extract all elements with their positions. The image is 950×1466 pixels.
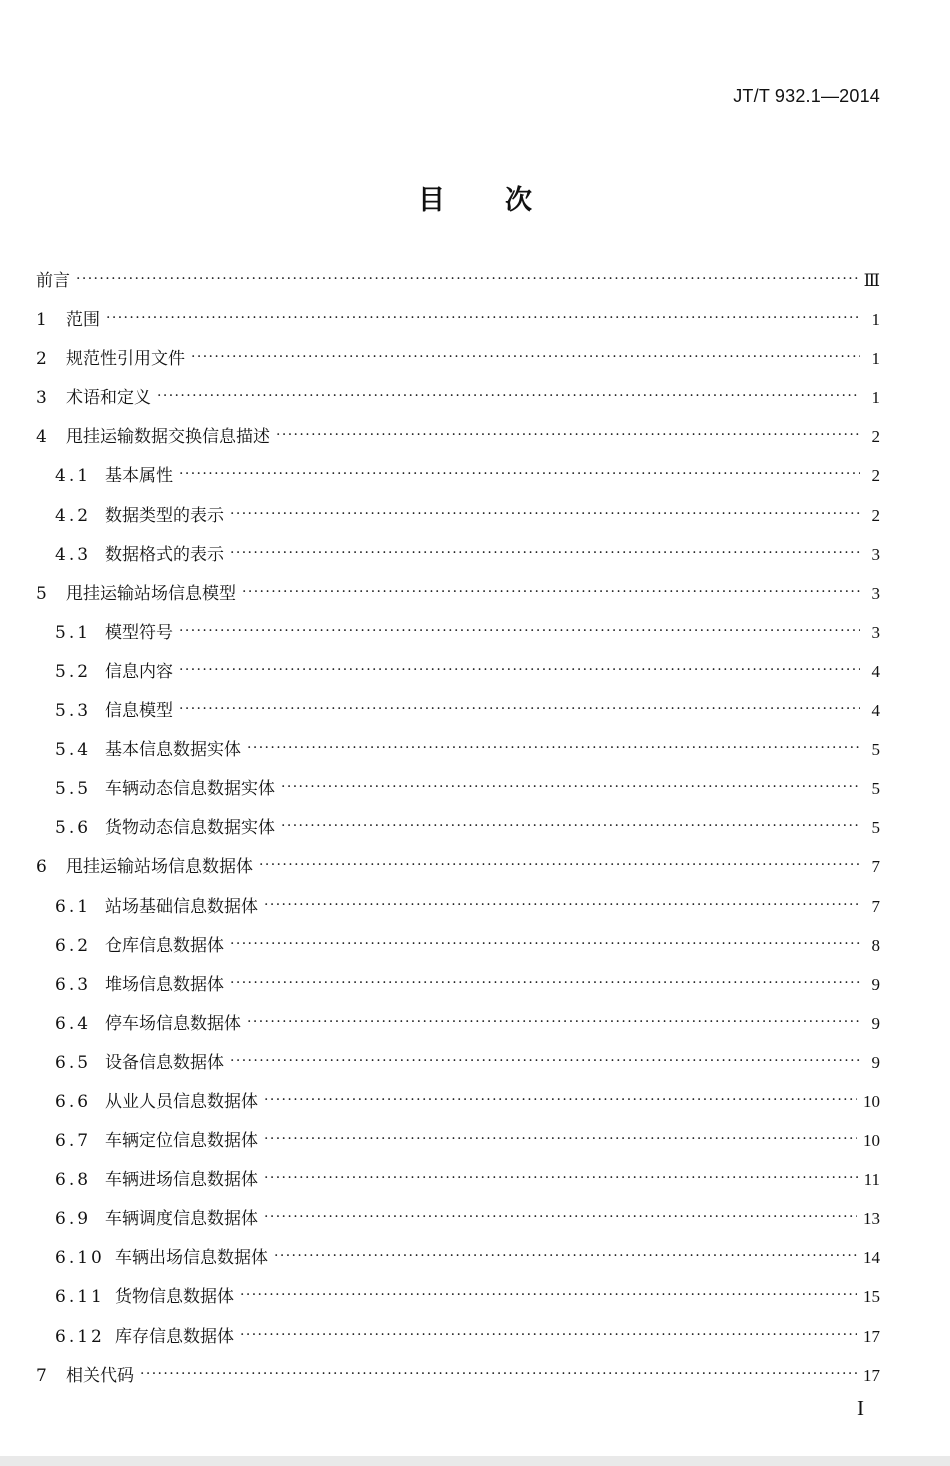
toc-entry-page: 3: [871, 622, 880, 642]
toc-entry-page: 4: [871, 661, 880, 681]
toc-entry-title: 甩挂运输站场信息模型: [66, 583, 236, 604]
toc-entry-number: 4.2: [55, 505, 92, 526]
toc-entry-title: 甩挂运输站场信息数据体: [66, 857, 253, 878]
toc-entry[interactable]: [36, 422, 880, 461]
toc-entry-title: 车辆出场信息数据体: [115, 1248, 268, 1269]
toc-entry-number: 4.1: [55, 466, 92, 487]
toc-entry-number: 6.11: [55, 1287, 105, 1308]
toc-entry-title: 数据类型的表示: [105, 505, 224, 526]
toc-entry-title: 范围: [66, 310, 100, 331]
toc-entry-title: 货物动态信息数据实体: [105, 818, 275, 839]
toc-entry[interactable]: [36, 1361, 880, 1400]
toc-entry[interactable]: [36, 305, 880, 344]
toc-entry-title: 车辆进场信息数据体: [105, 1170, 258, 1191]
toc-entry-page: 14: [863, 1248, 880, 1268]
toc-entry-page: 13: [863, 1209, 880, 1229]
toc-entry[interactable]: [36, 852, 880, 891]
page-title: 目次: [418, 185, 592, 216]
toc-entry-title: 仓库信息数据体: [105, 935, 224, 956]
toc-entry[interactable]: [36, 1282, 880, 1321]
dot-leader: [157, 388, 860, 404]
toc-entry[interactable]: [36, 657, 880, 696]
toc-entry[interactable]: [36, 931, 880, 970]
dot-leader: [264, 1170, 858, 1186]
toc-entry-title: 车辆定位信息数据体: [105, 1131, 258, 1152]
toc-entry[interactable]: [36, 266, 880, 305]
toc-entry-number: 1: [36, 310, 48, 331]
dot-leader: [247, 740, 860, 756]
dot-leader: [264, 1131, 857, 1147]
toc-entry-title: 甩挂运输数据交换信息描述: [66, 427, 270, 448]
toc-entry-page: 17: [863, 1326, 880, 1346]
toc-entry-title: 规范性引用文件: [66, 349, 185, 370]
toc-entry-number: 6: [36, 857, 48, 878]
toc-entry[interactable]: [36, 618, 880, 657]
toc-entry[interactable]: [36, 892, 880, 931]
toc-entry-page: 15: [863, 1287, 880, 1307]
toc-entry-page: 1: [871, 310, 880, 330]
toc-entry-number: 4: [36, 427, 48, 448]
dot-leader: [240, 1327, 857, 1343]
toc-entry-page: 9: [871, 1052, 880, 1072]
toc-entry[interactable]: [36, 1243, 880, 1282]
dot-leader: [179, 662, 860, 678]
dot-leader: [242, 584, 860, 600]
toc-entry-title: 车辆调度信息数据体: [105, 1209, 258, 1230]
standard-code: JT/T 932.1—2014: [733, 86, 880, 106]
toc-entry-number: 5.5: [55, 779, 92, 800]
toc-entry-number: 7: [36, 1365, 48, 1386]
toc-entry-title: 模型符号: [105, 622, 173, 643]
page-number: I: [857, 1396, 864, 1420]
toc-entry-page: 4: [871, 701, 880, 721]
toc-entry-page: 9: [871, 1013, 880, 1033]
toc-entry[interactable]: [36, 1126, 880, 1165]
toc-entry-number: 3: [36, 388, 48, 409]
toc-entry-number: 5.3: [55, 701, 92, 722]
toc-entry-number: 2: [36, 349, 48, 370]
toc-entry-number: 5.1: [55, 622, 92, 643]
dot-leader: [179, 623, 860, 639]
dot-leader: [230, 936, 860, 952]
toc-entry-title: 车辆动态信息数据实体: [105, 779, 275, 800]
toc-entry[interactable]: [36, 696, 880, 735]
toc-entry-number: 6.1: [55, 896, 92, 917]
toc-entry-title: 货物信息数据体: [115, 1287, 234, 1308]
toc-entry-title: 停车场信息数据体: [105, 1013, 241, 1034]
dot-leader: [179, 466, 860, 482]
toc-entry[interactable]: [36, 970, 880, 1009]
dot-leader: [230, 1053, 860, 1069]
toc-entry-title: 站场基础信息数据体: [105, 896, 258, 917]
toc-entry-number: 6.10: [55, 1248, 105, 1269]
toc-entry-number: 6.7: [55, 1131, 92, 1152]
toc-entry[interactable]: [36, 344, 880, 383]
toc-entry-page: Ⅲ: [863, 271, 880, 290]
dot-leader: [264, 1092, 857, 1108]
dot-leader: [106, 310, 860, 326]
toc-entry-title: 相关代码: [66, 1365, 134, 1386]
toc-entry-number: 6.2: [55, 935, 92, 956]
toc-entry-title: 信息模型: [105, 701, 173, 722]
dot-leader: [276, 427, 860, 443]
toc-entry[interactable]: [36, 1087, 880, 1126]
toc-entry[interactable]: [36, 540, 880, 579]
dot-leader: [179, 701, 860, 717]
toc-entry-page: 3: [871, 583, 880, 603]
toc-entry-number: 6.9: [55, 1209, 92, 1230]
dot-leader: [191, 349, 860, 365]
dot-leader: [281, 779, 860, 795]
toc-entry-number: 5.4: [55, 740, 92, 761]
toc-entry-title: 基本属性: [105, 466, 173, 487]
toc-entry-title: 术语和定义: [66, 388, 151, 409]
toc-entry[interactable]: [36, 735, 880, 774]
toc-entry[interactable]: [36, 501, 880, 540]
toc-entry-title: 库存信息数据体: [115, 1326, 234, 1347]
dot-leader: [230, 545, 860, 561]
toc-entry-page: 1: [871, 388, 880, 408]
toc-entry-page: 2: [871, 466, 880, 486]
toc-entry-title: 设备信息数据体: [105, 1052, 224, 1073]
toc-entry-page: 2: [871, 505, 880, 525]
toc-entry-number: 6.4: [55, 1013, 92, 1034]
toc-entry-page: 1: [871, 349, 880, 369]
toc-entry-page: 5: [871, 818, 880, 838]
toc-entry-number: 5: [36, 583, 48, 604]
toc-entry-page: 7: [871, 857, 880, 877]
toc-entry-page: 17: [863, 1365, 880, 1385]
dot-leader: [281, 818, 860, 834]
dot-leader: [274, 1248, 857, 1264]
toc-entry-number: 5.6: [55, 818, 92, 839]
toc-entry-page: 9: [871, 974, 880, 994]
toc-entry-title: 堆场信息数据体: [105, 974, 224, 995]
dot-leader: [259, 857, 860, 873]
dot-leader: [230, 975, 860, 991]
toc-entry-title: 前言: [36, 271, 70, 291]
toc-entry-number: 6.3: [55, 974, 92, 995]
toc-entry-page: 5: [871, 740, 880, 760]
toc-entry-number: 4.3: [55, 544, 92, 565]
dot-leader: [264, 897, 860, 913]
toc-entry-number: 5.2: [55, 661, 92, 682]
toc-entry-title: 基本信息数据实体: [105, 740, 241, 761]
toc-entry-title: 数据格式的表示: [105, 544, 224, 565]
toc-entry[interactable]: [36, 461, 880, 500]
dot-leader: [140, 1366, 857, 1382]
dot-leader: [264, 1209, 857, 1225]
toc-entry-page: 8: [871, 935, 880, 955]
dot-leader: [240, 1287, 857, 1303]
table-of-contents: [36, 266, 880, 1400]
toc-entry-page: 3: [871, 544, 880, 564]
toc-entry[interactable]: [36, 1009, 880, 1048]
toc-entry-number: 6.5: [55, 1052, 92, 1073]
toc-entry-number: 6.12: [55, 1326, 105, 1347]
toc-entry[interactable]: [36, 813, 880, 852]
toc-entry[interactable]: [36, 383, 880, 422]
toc-entry[interactable]: [36, 774, 880, 813]
toc-entry-page: 7: [871, 896, 880, 916]
dot-leader: [247, 1014, 860, 1030]
toc-entry-page: 11: [863, 1170, 880, 1190]
toc-entry[interactable]: [36, 1204, 880, 1243]
toc-entry-page: 2: [871, 427, 880, 447]
toc-entry-number: 6.6: [55, 1091, 92, 1112]
page-bottom-edge: [0, 1456, 950, 1466]
toc-entry-page: 5: [871, 779, 880, 799]
toc-entry-title: 从业人员信息数据体: [105, 1091, 258, 1112]
toc-entry-page: 10: [863, 1091, 880, 1111]
toc-entry-page: 10: [863, 1131, 880, 1151]
toc-entry[interactable]: [36, 1048, 880, 1087]
toc-entry[interactable]: [36, 1165, 880, 1204]
toc-entry-title: 信息内容: [105, 661, 173, 682]
dot-leader: [230, 506, 860, 522]
toc-entry-number: 6.8: [55, 1170, 92, 1191]
toc-entry[interactable]: [36, 579, 880, 618]
dot-leader: [76, 271, 858, 287]
toc-entry[interactable]: [36, 1322, 880, 1361]
